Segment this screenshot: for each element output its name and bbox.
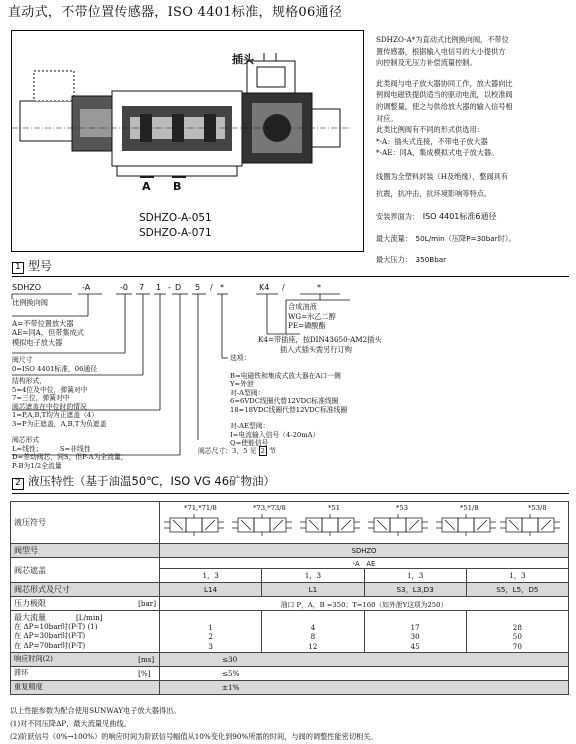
- section-2-heading: 液压特性（基于油温50℃，ISO VG 46矿物油）: [28, 474, 276, 488]
- model-label-1: SDHZO-A-051: [139, 212, 212, 224]
- code-star-1: *: [220, 283, 224, 292]
- variant-value: -A AE: [160, 558, 569, 569]
- pressure-line: 最大压力： 350Bbar: [376, 255, 447, 265]
- flow-col-2: 4 8 12: [262, 611, 364, 653]
- table-row: [11, 611, 569, 653]
- code-0: -0: [120, 283, 128, 292]
- section-1-number: 1: [15, 262, 21, 272]
- port-b-label: B: [173, 180, 182, 193]
- model-label-2: SDHZO-A-071: [139, 227, 212, 239]
- code-7: 7: [139, 283, 145, 292]
- model-value: SDHZO: [160, 544, 569, 558]
- section-2-number: 2: [15, 478, 21, 488]
- repeatability-value: ±1%: [160, 680, 569, 694]
- table-row: [11, 502, 569, 544]
- table-row: [11, 558, 569, 569]
- hydraulic-symbols: [160, 502, 568, 543]
- table-row: 滞环 [%] ≤5%: [11, 666, 569, 680]
- option-list: B=电磁铁和集成式放大器在A口一侧 Y=外泄 对-A型阀： 6=6VDC线圈代替12VDC标准线圈 18=18VDC线圈代替12VDC标准线圈 对-AE型阀： I=电流输入信号（4-20mA） Q=使能信号: [230, 372, 348, 448]
- code-1: 1: [156, 283, 162, 292]
- flow-col-1: 1 2 3: [160, 611, 262, 653]
- table-row: 阀芯形式及尺寸 L14 L1 S3，L3,D3 S5，L5，D5: [11, 583, 569, 597]
- code-star-2: *: [317, 283, 321, 292]
- symbol-tag-1: *71,*71/8: [184, 504, 217, 512]
- code-k4: K4: [259, 283, 270, 292]
- port-a-label: A: [142, 180, 151, 193]
- pressure-value: 油口 P，A，B =350；T=160（如外泄Y这项为250）: [160, 597, 569, 611]
- section-1-heading: 型号: [28, 259, 53, 273]
- page-title: 直动式，不带位置传感器，ISO 4401标准，规格06通径: [8, 5, 343, 20]
- options-label: 选项：: [230, 354, 251, 362]
- install-line: 安装界面为： ISO 4401标准6通径: [376, 211, 497, 221]
- proportional-valve-label: 比例换向阀: [12, 298, 48, 307]
- fluid-options: 合成油液 WG=水乙二醇 PE=磷酸酯: [288, 302, 336, 331]
- code-d: D: [175, 283, 182, 292]
- flow-col-3: 17 30 45: [364, 611, 466, 653]
- desc-para-1: SDHZO-A*为直动式比例换向阀，不带位 置传感器，根据输入电信号的大小提供方 向控制及无压力补偿流量控制。: [376, 35, 509, 68]
- symbol-tag-5: *51/8: [460, 504, 479, 512]
- footnote-2: (2)阶跃信号（0%→100%）的响应时间为阶跃信号幅值从10%变化到90%所需的时间，与阀的调整性能密切相关。: [10, 732, 378, 742]
- symbol-cell: [160, 502, 569, 544]
- plug-label: 插头: [232, 53, 254, 66]
- table-row: 压力极限 [bar] 油口 P，A，B =350；T=160（如外泄Y这项为250）: [11, 597, 569, 611]
- symbol-label: 液压符号: [11, 502, 160, 544]
- code-slash-1: /: [210, 283, 213, 292]
- flow-line: 最大流量： 50L/min（压降P=30bar时）。: [376, 233, 516, 243]
- response-value: ≤30: [160, 652, 569, 666]
- code-slash-2: /: [282, 283, 285, 292]
- pressure-label: 压力极限: [11, 597, 136, 611]
- spool-type-options: 阀芯形式 L=线性； S=非线性 D=差动阀芯，同S，但P-A为全流量， P-B为1/2全流量: [12, 436, 128, 470]
- symbol-tag-3: *51: [328, 504, 341, 512]
- hysteresis-value: ≤5%: [160, 666, 569, 680]
- k4-option: K4=带插座，按DIN43650-AM2插头 插入式插头需另行订购: [258, 335, 382, 354]
- symbol-tag-2: *73,*73/8: [253, 504, 286, 512]
- symbol-tag-6: *53/8: [528, 504, 547, 512]
- amplifier-options: A=不带位置放大器 AE=同A，但带集成式 模拟电子放大器: [12, 319, 84, 347]
- symbol-tag-4: *53: [396, 504, 409, 512]
- code-5: 5: [195, 283, 201, 292]
- table-row: 重复精度 ±1%: [11, 680, 569, 694]
- valve-size-options: 阀尺寸 0=ISO 4401标准，06通径: [12, 356, 98, 373]
- model-label: 阀型号: [11, 544, 160, 558]
- hydraulic-spec-table: [10, 501, 569, 695]
- code-a: -A: [82, 283, 91, 292]
- spool-size-note: 阀芯尺寸：3，5 见 2 节: [198, 447, 276, 455]
- table-row: 1，3 1，3 1，3 1，3: [11, 569, 569, 583]
- table-row: 响应时间(2) [ms] ≤30: [11, 652, 569, 666]
- flow-label-cell: 最大流量 [L/min] 在 ΔP=10bar时(P-T) (1) 在 ΔP=30bar时(P-T) 在 ΔP=70bar时(P-T): [11, 611, 160, 653]
- desc-para-3: 线圈为全塑料封装（H及绝缘），整阀具有 抗震，抗冲击，抗环境影响等特点。: [376, 171, 509, 198]
- cover-label: 阀芯遮盖: [11, 558, 160, 583]
- section-2-rule: [12, 493, 569, 494]
- flow-col-4: 28 50 70: [466, 611, 568, 653]
- section-2-ref-box: 2: [260, 447, 265, 455]
- footnote-0: 以上性能参数为配合使用SUNWAY电子放大器得出。: [10, 706, 181, 715]
- configuration-options: 结构形式， 5=4位及中位，弹簧对中 7=三位，弹簧对中 阀芯遮盖在中位时的情况 1=P,A,B,T均为正遮盖（4） 3=P为正遮盖，A,B,T为负遮盖: [12, 377, 107, 428]
- code-dash: -: [168, 283, 171, 292]
- footnotes: [10, 704, 378, 744]
- desc-para-2: 此类阀与电子放大器协同工作，放大器向比 例阀电磁铁提供适当的驱动电流，以校准阀 的调整量，使之与供给放大器的输入信号相 对应。 此类比例阀有不同的形式供选用： *-A：插头式连接，不带电子放大器 *-AE：同A，集成模拟式电子放大器。: [376, 78, 513, 158]
- spool-label: 阀芯形式及尺寸: [11, 583, 160, 597]
- footnote-1: (1)对不同压降ΔP，最大流量见曲线。: [10, 719, 131, 729]
- table-row: [11, 544, 569, 558]
- code-sdhzo: SDHZO: [12, 283, 42, 292]
